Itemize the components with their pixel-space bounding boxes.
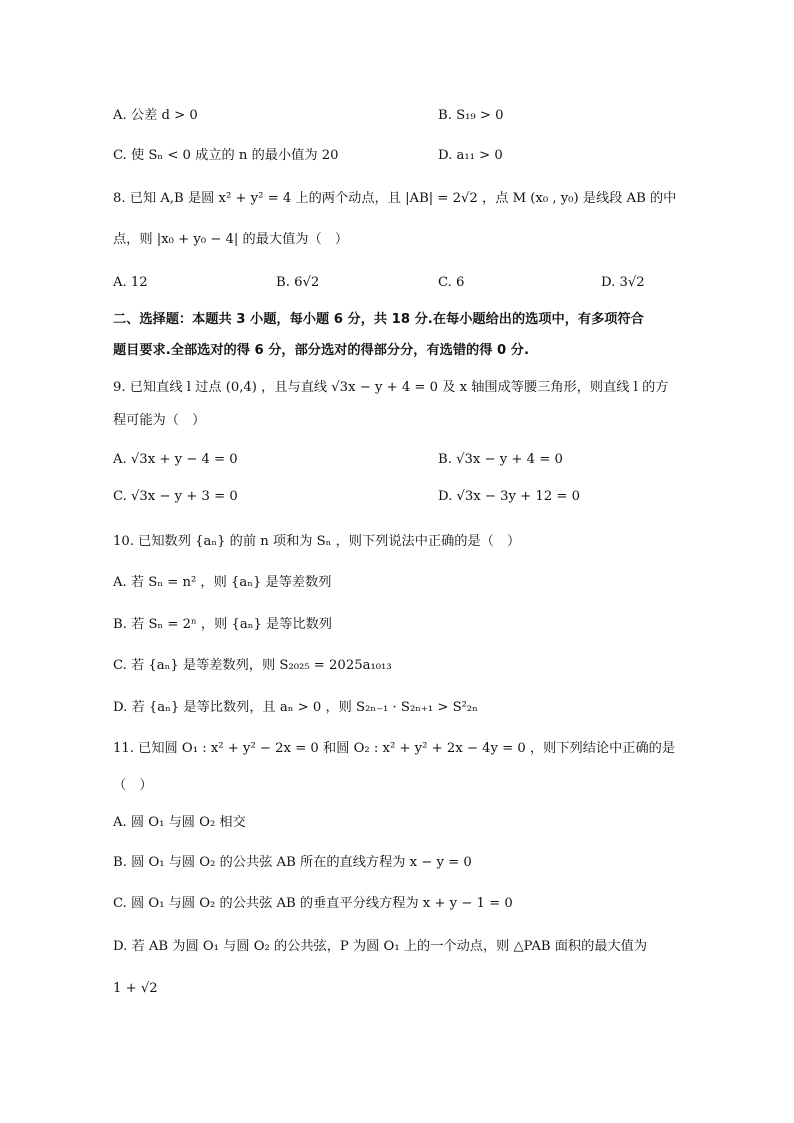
q11-option-a: A. 圆 O₁ 与圆 O₂ 相交 [113,815,246,830]
q11-stem-line2: （ ） [113,778,153,793]
q11-option-c: C. 圆 O₁ 与圆 O₂ 的公共弦 AB 的垂直平分线方程为 x + y − 1 = 0 [113,896,513,911]
q7-option-d: D. a₁₁ > 0 [438,148,503,163]
q7-option-b: B. S₁₉ > 0 [438,108,504,123]
q9-stem-line2: 程可能为（ ） [113,413,206,428]
q10-option-c: C. 若 {aₙ} 是等差数列，则 S₂₀₂₅ = 2025a₁₀₁₃ [113,658,392,673]
q8-option-a: A. 12 [113,275,148,290]
q8-option-c: C. 6 [438,275,465,290]
q7-option-c: C. 使 Sₙ < 0 成立的 n 的最小值为 20 [113,148,339,163]
q8-stem-line2: 点，则 |x₀ + y₀ − 4| 的最大值为（ ） [113,232,349,247]
q9-option-a: A. √3x + y − 4 = 0 [113,452,238,467]
section2-heading-line2: 题目要求.全部选对的得 6 分，部分选对的得部分分，有选错的得 0 分. [113,343,529,358]
q8-option-b: B. 6√2 [276,275,320,290]
q9-option-b: B. √3x − y + 4 = 0 [438,452,563,467]
q10-stem: 10. 已知数列 {aₙ} 的前 n 项和为 Sₙ ，则下列说法中正确的是（ ） [113,534,521,549]
q8-stem-line1: 8. 已知 A,B 是圆 x² + y² = 4 上的两个动点，且 |AB| = 2√2 ，点 M (x₀ , y₀) 是线段 AB 的中 [113,191,677,206]
q8-option-d: D. 3√2 [601,275,645,290]
q9-option-c: C. √3x − y + 3 = 0 [113,489,238,504]
q11-option-b: B. 圆 O₁ 与圆 O₂ 的公共弦 AB 所在的直线方程为 x − y = 0 [113,855,472,870]
q10-option-b: B. 若 Sₙ = 2ⁿ ，则 {aₙ} 是等比数列 [113,617,332,632]
q11-stem-line1: 11. 已知圆 O₁ : x² + y² − 2x = 0 和圆 O₂ : x² + y² + 2x − 4y = 0 ，则下列结论中正确的是 [113,741,676,756]
q11-option-d-line2: 1 + √2 [113,981,158,996]
q11-option-d-line1: D. 若 AB 为圆 O₁ 与圆 O₂ 的公共弦，P 为圆 O₁ 上的一个动点，则 △PAB 面积的最大值为 [113,939,648,954]
section2-heading-line1: 二、选择题：本题共 3 小题，每小题 6 分，共 18 分.在每小题给出的选项中，有多项符合 [113,312,644,327]
q9-option-d: D. √3x − 3y + 12 = 0 [438,489,581,504]
q10-option-a: A. 若 Sₙ = n² ，则 {aₙ} 是等差数列 [113,575,332,590]
q7-option-a: A. 公差 d > 0 [113,108,198,123]
q9-stem-line1: 9. 已知直线 l 过点 (0,4) ，且与直线 √3x − y + 4 = 0 及 x 轴围成等腰三角形，则直线 l 的方 [113,380,669,395]
q10-option-d: D. 若 {aₙ} 是等比数列，且 aₙ > 0 ，则 S₂ₙ₋₁ · S₂ₙ₊₁ > S²₂ₙ [113,700,478,715]
